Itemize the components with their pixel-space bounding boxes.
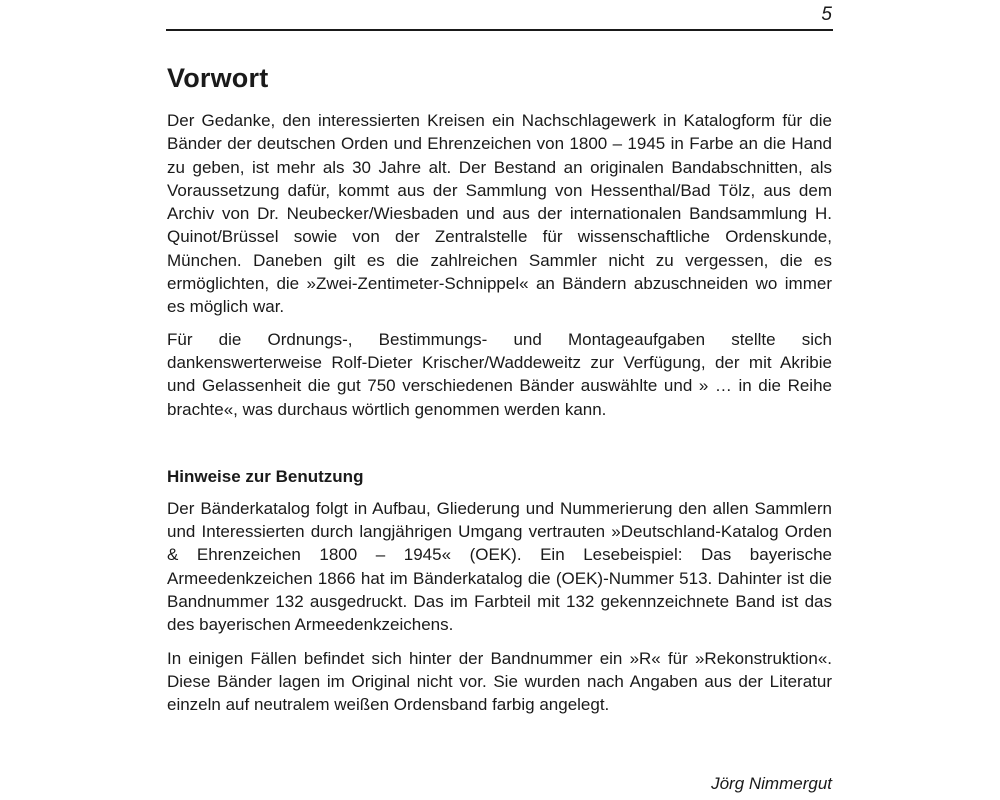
page-content <box>167 58 832 717</box>
section-heading-usage: Hinweise zur Benutzung <box>167 466 364 486</box>
intro-paragraph-2: Für die Ordnungs-, Bestimmungs- und Montageaufgaben stellte sich dankenswerterweise Rolf-Dieter Krischer/Waddeweitz zur Verfügung, der mit Akribie und Gelassenheit die gut 750 verschiedenen Bänder auswählte und » … in die Reihe brachte«, was durchaus wörtlich genommen werden kann. <box>167 329 832 419</box>
usage-paragraph-2: In einigen Fällen befindet sich hinter der Bandnummer ein »R« für »Rekonstruktion«. Diese Bänder lagen im Original nicht vor. Sie wurden nach Angaben aus der Literatur einzeln auf neutralem weißen Ordensband farbig angelegt. <box>167 648 832 715</box>
page-number: 5 <box>821 4 832 25</box>
usage-paragraph-1: Der Bänderkatalog folgt in Aufbau, Gliederung und Nummerierung den allen Sammlern und Interessierten durch langjährigen Umgang vertrauten »Deutschland-Katalog Orden & Ehrenzeichen 1800 – 1945« (OEK). Ein Lesebeispiel: Das bayerische Armeedenkzeichen 1866 hat im Bänderkatalog die (OEK)-Nummer 513. Dahinter ist die Bandnummer 132 ausgedruckt. Das im Farbteil mit 132 gekennzeichnete Band ist das des bayerischen Armeedenkzeichens. <box>167 498 832 635</box>
header-rule <box>166 29 833 31</box>
intro-paragraph-1: Der Gedanke, den interessierten Kreisen ein Nachschlagewerk in Katalogform für die Bänder der deutschen Orden und Ehrenzeichen von 1800 – 1945 in Farbe an die Hand zu geben, ist mehr als 30 Jahre alt. Der Bestand an originalen Bandabschnitten, als Voraussetzung dafür, kommt aus der Sammlung von Hessenthal/Bad Tölz, aus dem Archiv von Dr. Neubecker/Wiesbaden und aus der internationalen Bandsammlung H. Quinot/Brüssel sowie von der Zentralstelle für wissenschaftliche Ordenskunde, München. Daneben gilt es die zahlreichen Sammler nicht zu vergessen, die es ermöglichten, die »Zwei-Zentimeter-Schnippel« an Bändern abzuschneiden wo immer es möglich war. <box>167 111 832 317</box>
page-title: Vorwort <box>167 63 269 93</box>
author-signature: Jörg Nimmergut <box>711 774 832 793</box>
